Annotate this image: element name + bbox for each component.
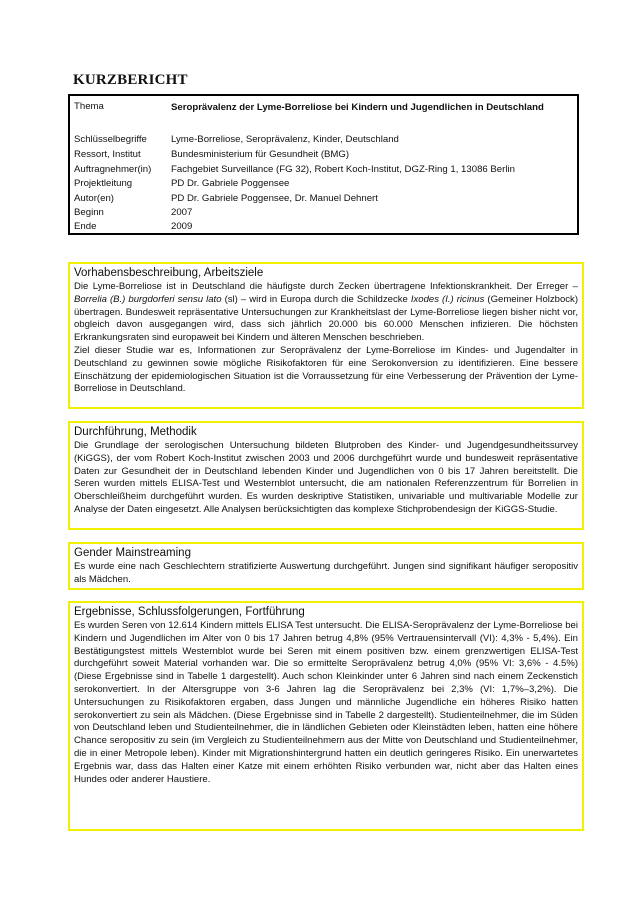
text-italic: Ixodes (I.) ricinus (410, 293, 485, 305)
meta-label: Ende (74, 221, 97, 232)
meta-row (74, 193, 573, 204)
meta-value: Lyme-Borreliose, Seroprävalenz, Kinder, Deutschland (171, 134, 399, 145)
meta-label: Thema (74, 101, 104, 112)
meta-label: Projektleitung (74, 178, 133, 189)
meta-label: Beginn (74, 207, 104, 218)
section-gender (68, 542, 584, 590)
meta-label: Schlüsselbegriffe (74, 134, 147, 145)
meta-value-thema: Seroprävalenz der Lyme-Borreliose bei Kindern und Jugendlichen in Deutschland (171, 102, 544, 113)
text-italic: Borrelia (B.) burgdorferi sensu lato (74, 293, 222, 305)
section-methods (68, 421, 584, 530)
meta-row (74, 221, 573, 232)
section-heading: Gender Mainstreaming (74, 547, 191, 559)
section-paragraph: Es wurden Seren von 12.614 Kindern mittels ELISA Test untersucht. Die ELISA-Seroprävalenz der Lyme-Borreliose bei Kindern und Jugendlichen im Alter von 0 bis 17 Jahren betrug 4,8% (95% Vertrauensintervall (VI): 4,3% - 5,4%). Ein Bestätigungstest mittels Westernblot wurde bei Seren mit einem positiven bzw. einem grenzwertigen ELISA-Test durchgeführt soweit Material vorhanden war. Die so ermittelte Seroprävalenz betrug 4,0% (95% VI: 3,6% - 4.5%) (Diese Ergebnisse sind in Tabelle 1 dargestellt). Auch schon Kleinkinder unter 6 Jahren sind nach einem Zeckenstich serokonvertiert. In der Altersgruppe von 3-6 Jahren lag die Seroprävalenz bei 2,3% (VI: 1,7%–3,2%). Die Untersuchungen zu Risikofaktoren ergaben, dass Jungen und männliche Jugendliche ein höheres Risiko hatten serokonvertiert zu sein als Mädchen. (Diese Ergebnisse sind in Tabelle 2 dargestellt). Studienteilnehmer, die im Süden von Deutschland leben und Studienteilnehmer, die in ländlichen Gebieten oder Kleinstädten leben, hatten eine höhere Chance seropositiv zu sein (im Vergleich zu Studienteilnehmern aus der Mitte von Deutschland und Studienteilnehmer, die in einer Metropole leben). Kinder mit Migrationshintergrund hatten ein deutlich geringeres Risiko. Ein unerwartetes Ergebnis war, dass das Halten einer Katze mit einem erhöhten Risiko verbunden war, nicht aber das Halten eines Hundes oder anderer Haustiere. (74, 620, 578, 785)
text-run: (sl) – wird in Europa durch die Schildzecke (221, 293, 411, 305)
meta-row (74, 134, 573, 145)
meta-row (74, 164, 573, 175)
section-results (68, 601, 584, 831)
section-heading: Durchführung, Methodik (74, 426, 197, 438)
meta-label: Ressort, Institut (74, 149, 141, 160)
meta-label: Autor(en) (74, 193, 114, 204)
project-info-table (68, 94, 579, 235)
text-run: Die Lyme-Borreliose ist in Deutschland die häufigste durch Zecken übertragene Infektionskrankheit. Der Erreger – (74, 281, 578, 292)
section-paragraph (74, 281, 578, 345)
section-heading: Vorhabensbeschreibung, Arbeitsziele (74, 267, 264, 279)
section-heading: Ergebnisse, Schlussfolgerungen, Fortführung (74, 606, 305, 618)
meta-row-thema (74, 101, 573, 114)
meta-value: 2009 (171, 221, 193, 232)
section-paragraph: Die Grundlage der serologischen Untersuchung bildeten Blutproben des Kinder- und Jugendgesundheitssurvey (KiGGS), der vom Robert Koch-Institut zwischen 2003 und 2006 durchgeführt wurde und bundesweit repräsentative Daten zur Gesundheit der in Deutschland lebenden Kinder und Jugendlichen von 0 bis 17 Jahren bereitstellt. Die Seren wurden mittels ELISA-Test und Westernblot untersucht, die am nationalen Referenzzentrum für Borrelien in Oberschleißheim durchgeführt wurden. Es wurden deskriptive Statistiken, univariable und multivariable Modelle zur Analyse der Daten eingesetzt. Alle Analysen berücksichtigten das komplexe Stichprobendesign der KiGGS-Studie. (74, 440, 578, 515)
meta-value: 2007 (171, 207, 193, 218)
text-run: (Gemeiner Holzbock) übertragen. Bundesweit repräsentative Untersuchungen zur Krankheitslast der Lyme-Borreliose liegen bisher nicht vor, obgleich davon ausgegangen wird, dass sich jährlich 20.000 bis 60.000 Menschen infizieren. Die höchsten Erkrankungsraten sind europaweit bei Kindern und älteren Menschen beschrieben. (74, 293, 579, 344)
meta-value: Bundesministerium für Gesundheit (BMG) (171, 149, 350, 160)
meta-row (74, 149, 573, 160)
section-paragraph: Ziel dieser Studie war es, Informationen zur Seroprävalenz der Lyme-Borreliose im Kindes- und Jugendalter in Deutschland zu gewinnen sowie mögliche Risikofaktoren für eine Serokonversion zu identifizieren. Eine bessere Einschätzung der epidemiologischen Situation ist die Vorraussetzung für eine Verbesserung der Prävention der Lyme-Borreliose in Deutschland. (74, 344, 578, 395)
meta-value: PD Dr. Gabriele Poggensee (171, 178, 290, 189)
meta-value: PD Dr. Gabriele Poggensee, Dr. Manuel Dehnert (171, 193, 378, 204)
meta-row (74, 207, 573, 218)
meta-label: Auftragnehmer(in) (74, 164, 152, 175)
meta-row (74, 178, 573, 189)
section-objectives (68, 262, 584, 409)
report-title: KURZBERICHT (73, 72, 188, 88)
section-paragraph: Es wurde eine nach Geschlechtern stratifizierte Auswertung durchgeführt. Jungen sind signifikant häufiger seropositiv als Mädchen. (74, 561, 578, 585)
meta-value: Fachgebiet Surveillance (FG 32), Robert Koch-Institut, DGZ-Ring 1, 13086 Berlin (171, 164, 515, 175)
